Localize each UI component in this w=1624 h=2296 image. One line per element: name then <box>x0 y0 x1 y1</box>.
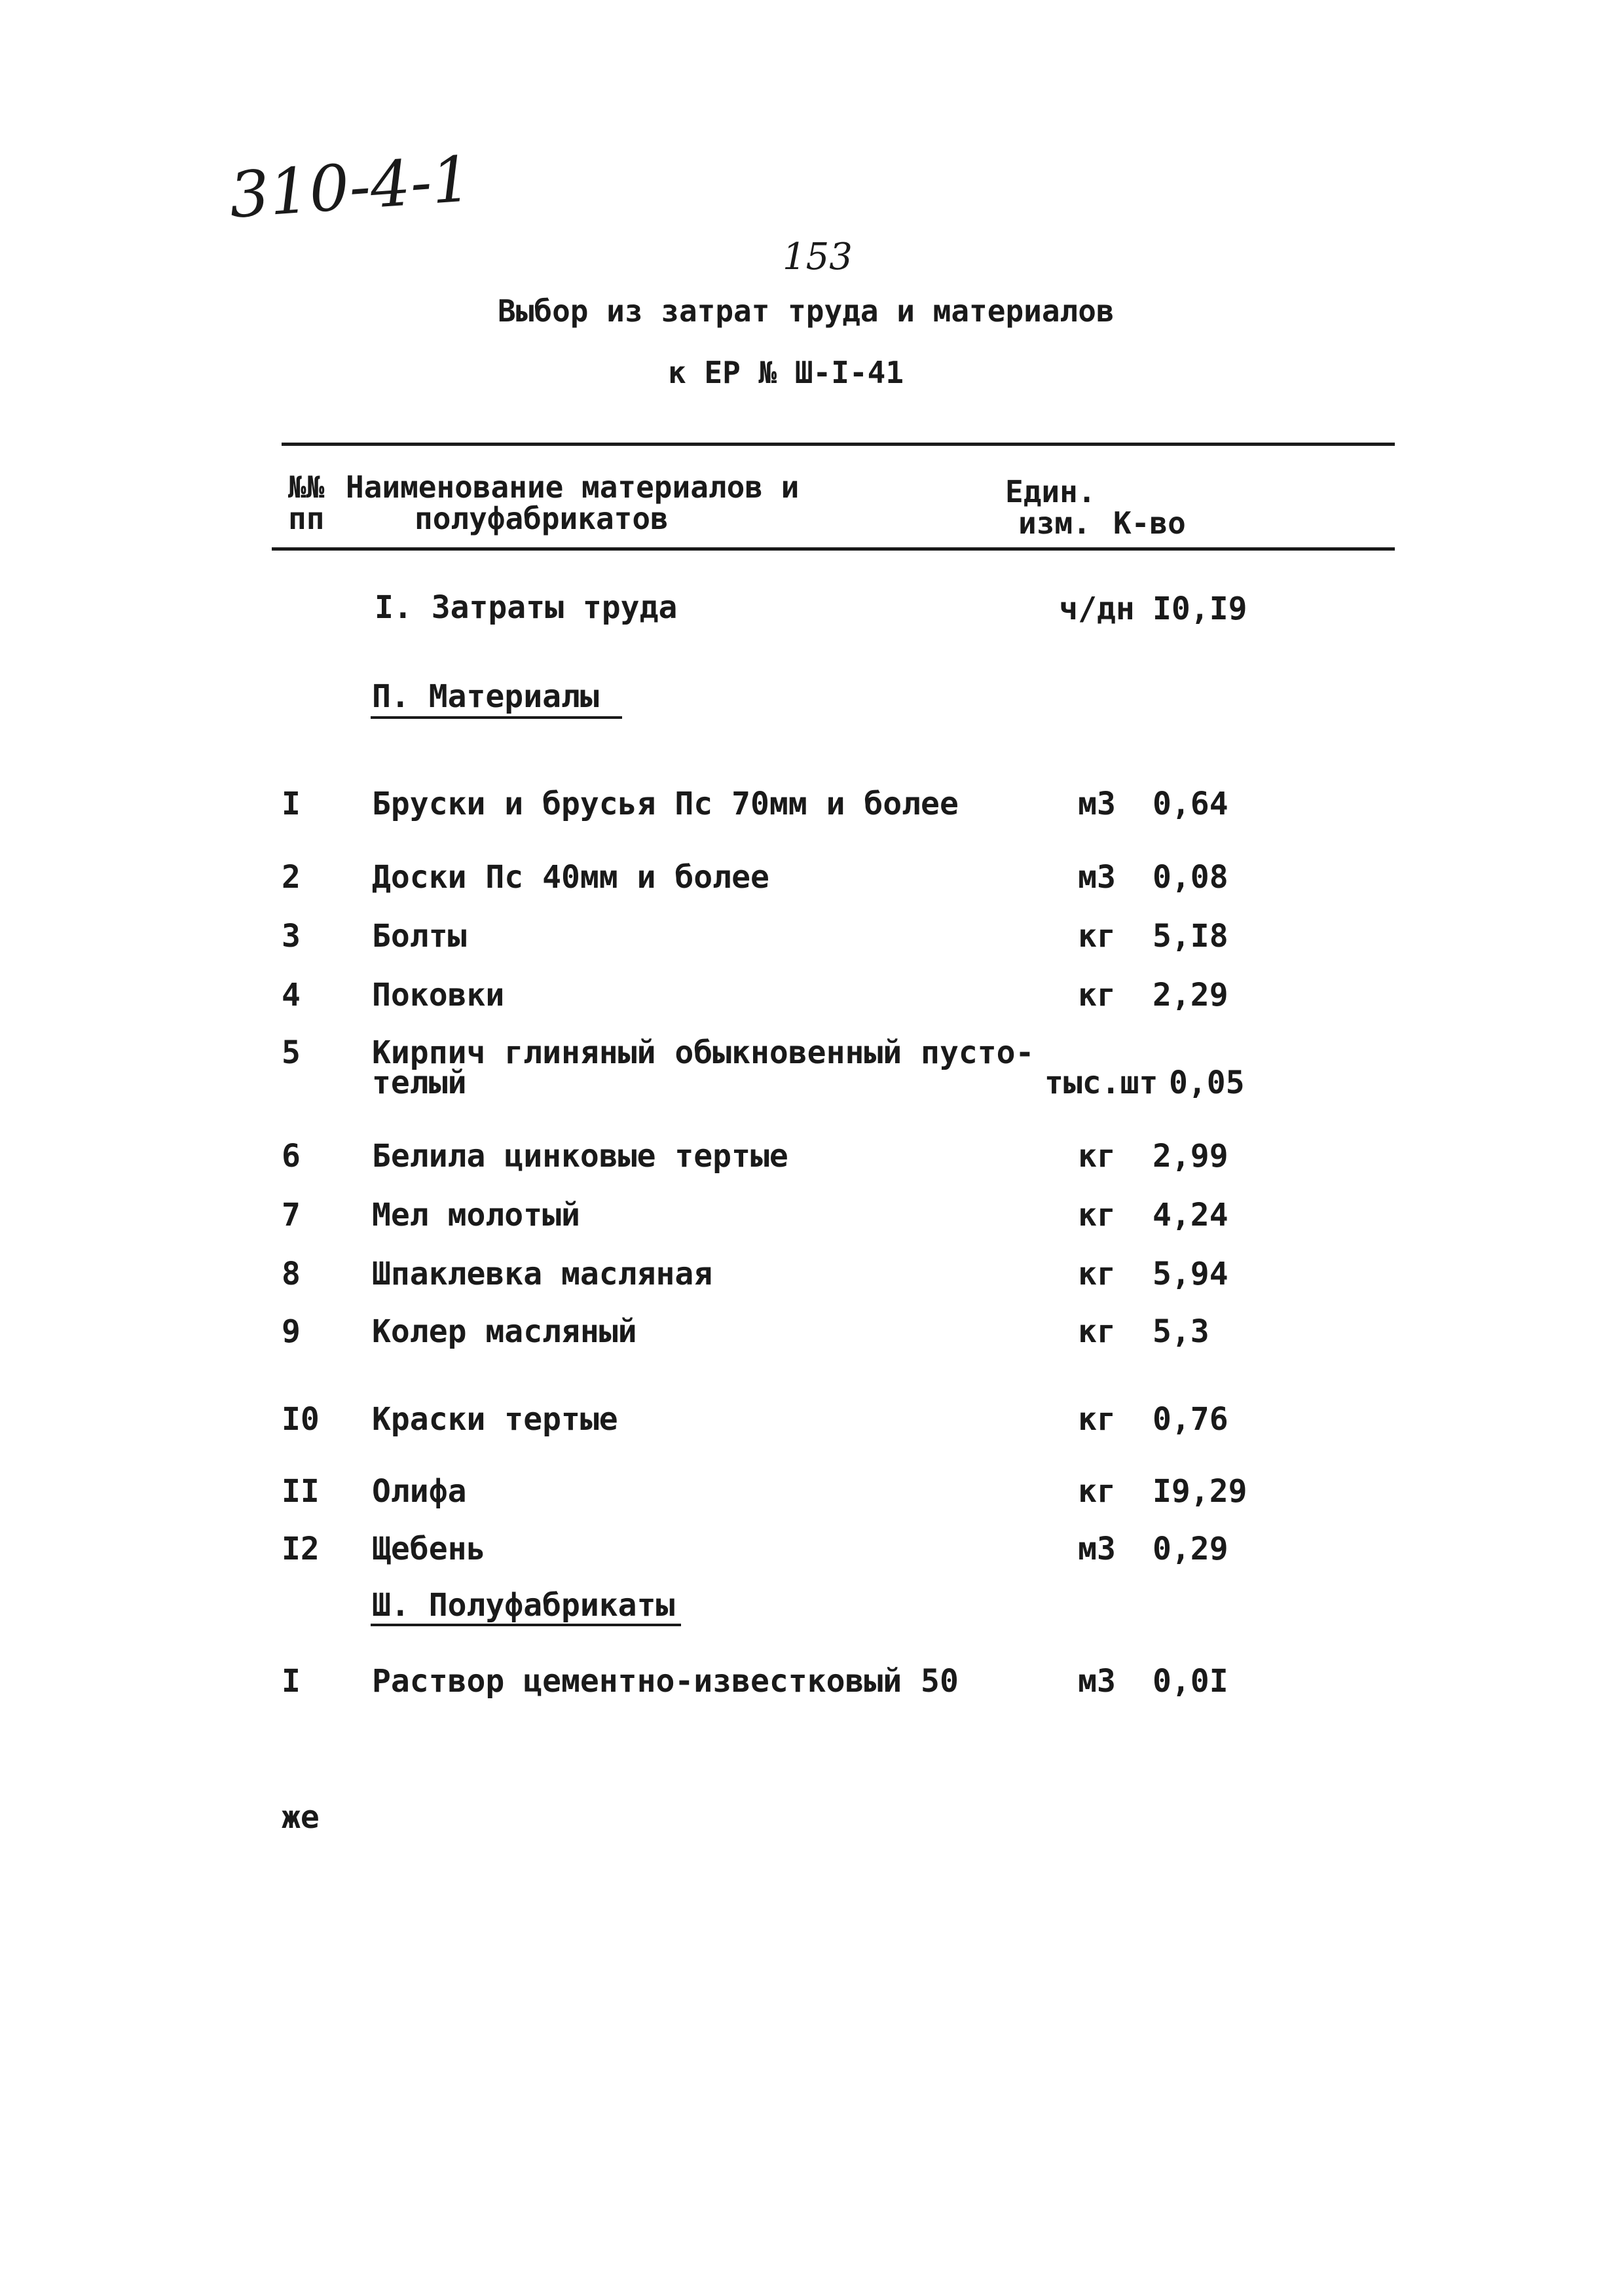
row-number: 2 <box>282 859 301 896</box>
materials-section-underline <box>371 716 622 719</box>
row-unit: тыс.шт <box>1044 1065 1158 1101</box>
table-header-rule <box>272 547 1395 551</box>
row-name: Краски тертые <box>372 1401 618 1438</box>
row-quantity: 0,29 <box>1153 1531 1228 1567</box>
column-unit-header <box>1005 476 1096 539</box>
row-name: Щебень <box>372 1531 486 1567</box>
row-quantity: 4,24 <box>1153 1197 1228 1233</box>
row-unit: м3 <box>1078 1531 1116 1567</box>
row-unit: кг <box>1078 1473 1116 1510</box>
materials-section-title: П. Материалы <box>372 678 599 715</box>
row-number: 6 <box>282 1138 301 1175</box>
row-quantity: 5,I8 <box>1153 918 1228 955</box>
row-name: Шпаклевка масляная <box>372 1256 713 1292</box>
column-unit-header-line2: изм. <box>1018 505 1091 541</box>
row-unit: м3 <box>1078 1663 1116 1700</box>
row-quantity: 0,0I <box>1153 1663 1228 1700</box>
column-quantity-header: К-во <box>1113 505 1186 541</box>
row-unit: кг <box>1078 918 1116 955</box>
page-number: 153 <box>783 236 853 278</box>
labor-unit: ч/дн <box>1059 591 1135 627</box>
row-unit: кг <box>1078 1256 1116 1292</box>
row-name: Болты <box>372 918 467 955</box>
row-quantity: 5,94 <box>1153 1256 1228 1292</box>
row-name: Мел молотый <box>372 1197 580 1233</box>
row-unit: м3 <box>1078 786 1116 822</box>
row-number: 9 <box>282 1313 301 1350</box>
row-name-continuation: телый <box>372 1065 467 1101</box>
row-quantity: 2,29 <box>1153 977 1228 1013</box>
row-name: Поковки <box>372 977 505 1013</box>
row-unit: м3 <box>1078 859 1116 896</box>
column-number-header <box>288 471 324 534</box>
row-number: 8 <box>282 1256 301 1292</box>
table-top-rule <box>282 443 1395 446</box>
row-name: Раствор цементно-известковый 50 <box>372 1663 959 1700</box>
row-name: Бруски и брусья Пс 70мм и более <box>372 786 959 822</box>
semis-section-title: Ш. Полуфабрикаты <box>372 1587 675 1624</box>
row-number: I <box>282 786 301 822</box>
row-number: I2 <box>282 1531 320 1567</box>
row-quantity: 2,99 <box>1153 1138 1228 1175</box>
column-name-header <box>346 471 799 534</box>
row-quantity: 0,05 <box>1169 1065 1245 1101</box>
row-number: II <box>282 1473 320 1510</box>
labor-section-title: I. Затраты труда <box>375 589 678 626</box>
row-unit: кг <box>1078 1197 1116 1233</box>
column-name-header-line2: полуфабрикатов <box>415 501 669 536</box>
row-unit: кг <box>1078 1138 1116 1175</box>
semis-section-underline <box>371 1624 681 1626</box>
footer-initials: же <box>282 1799 320 1836</box>
row-quantity: 0,08 <box>1153 859 1228 896</box>
row-name: Белила цинковые тертые <box>372 1138 788 1175</box>
row-quantity: 0,76 <box>1153 1401 1228 1438</box>
row-number: 3 <box>282 918 301 955</box>
column-name-header-line1: Наименование материалов и <box>346 469 800 505</box>
row-number: I <box>282 1663 301 1700</box>
row-number: 7 <box>282 1197 301 1233</box>
document-title: Выбор из затрат труда и материалов <box>498 293 1115 329</box>
row-unit: кг <box>1078 1401 1116 1438</box>
row-unit: кг <box>1078 1313 1116 1350</box>
column-unit-header-line1: Един. <box>1005 474 1096 509</box>
row-name: Олифа <box>372 1473 467 1510</box>
column-number-header-line1: №№ <box>288 469 325 505</box>
row-number: 5 <box>282 1034 301 1071</box>
row-name: Кирпич глиняный обыкновенный пусто- <box>372 1034 1035 1071</box>
document-code: 310-4-1 <box>227 142 474 232</box>
row-quantity: 5,3 <box>1153 1313 1209 1350</box>
row-name: Доски Пс 40мм и более <box>372 859 769 896</box>
row-quantity: 0,64 <box>1153 786 1228 822</box>
labor-quantity: I0,I9 <box>1153 591 1247 627</box>
row-quantity: I9,29 <box>1153 1473 1247 1510</box>
row-number: I0 <box>282 1401 320 1438</box>
column-number-header-line2: пп <box>288 501 325 536</box>
row-name: Колер масляный <box>372 1313 637 1350</box>
document-subtitle: к ЕР № Ш-I-41 <box>668 355 904 390</box>
row-unit: кг <box>1078 977 1116 1013</box>
row-number: 4 <box>282 977 301 1013</box>
